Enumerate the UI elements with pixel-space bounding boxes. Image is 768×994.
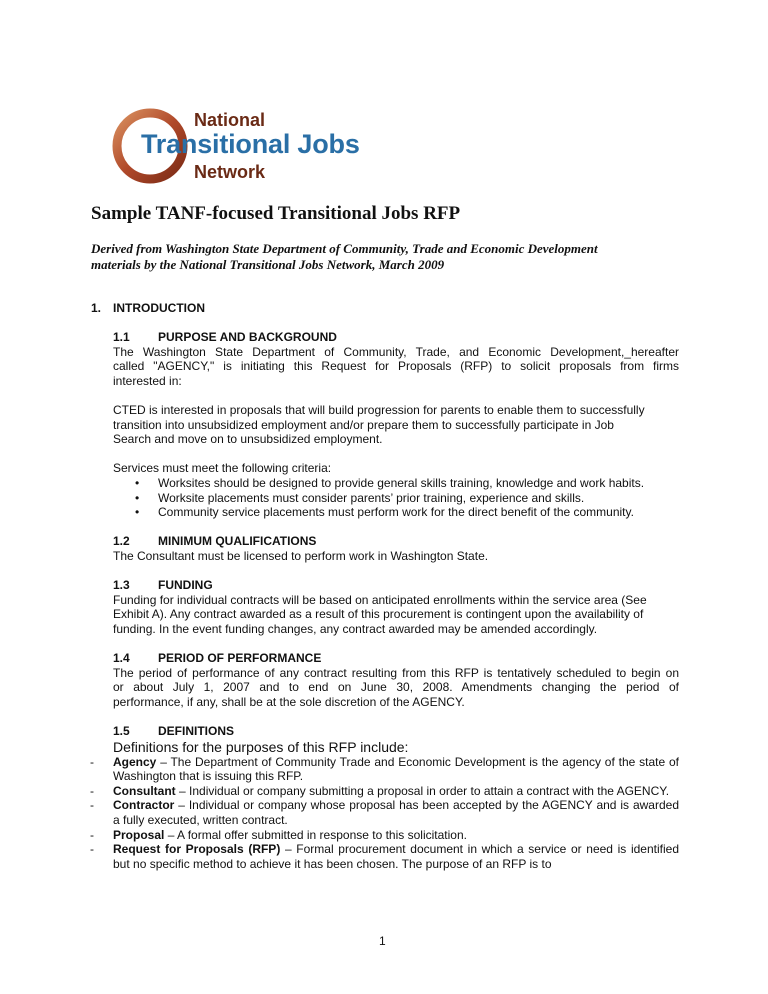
- text-line: performance, if any, shall be at the sole discretion of the AGENCY.: [113, 694, 465, 709]
- logo-text-transitional-jobs: Transitional Jobs: [141, 129, 360, 159]
- document-subtitle: [91, 241, 691, 273]
- definition-item: [90, 828, 679, 843]
- text-line: called "AGENCY," is initiating this Request for Proposals (RFP) to solicit proposals from firms: [113, 359, 679, 374]
- criteria-list: [113, 476, 679, 520]
- definition-term: Agency: [113, 754, 157, 769]
- subsection-heading-funding: [113, 578, 679, 593]
- section-label: INTRODUCTION: [113, 301, 205, 315]
- text-line: Search and move on to unsubsidized employment.: [113, 432, 383, 447]
- paragraph: The Consultant must be licensed to perform work in Washington State.: [113, 548, 489, 563]
- page-number: 1: [379, 934, 386, 948]
- subsection-heading-definitions: [113, 724, 679, 739]
- subsection-number: 1.3: [113, 578, 130, 593]
- logo-text-network: Network: [194, 162, 266, 182]
- text-line: Exhibit A). Any contract awarded as a result of this procurement is contingent upon the availability of: [113, 607, 644, 622]
- section-number: 1.: [91, 301, 102, 315]
- text-line: or about July 1, 2007 and to end on June 30, 2008. Amendments changing the period of: [113, 680, 679, 695]
- definition-text: – Individual or company submitting a proposal in order to attain a contract with the AGENCY.: [175, 783, 670, 798]
- definition-item: [90, 842, 679, 871]
- text-line: interested in:: [113, 373, 182, 388]
- text-line: The period of performance of any contract resulting from this RFP is tentatively scheduled to begin on: [113, 665, 679, 680]
- list-item: [113, 505, 679, 520]
- text-line: transition into unsubsidized employment and/or prepare them to successfully participate in Job: [113, 417, 614, 432]
- subsection-number: 1.1: [113, 330, 130, 344]
- section-heading-introduction: [91, 301, 205, 315]
- subsection-label: DEFINITIONS: [158, 724, 235, 739]
- definition-text: – The Department of Community Trade and Economic Development is the agency of the state of Washington that is issuing this RFP.: [113, 754, 679, 784]
- definitions-intro: Definitions for the purposes of this RFP include:: [113, 738, 409, 755]
- subsection-label: PERIOD OF PERFORMANCE: [158, 651, 322, 666]
- list-item-text: Worksite placements must consider parents’ prior training, experience and skills.: [158, 490, 585, 505]
- definition-item: [90, 784, 679, 799]
- text-line: funding. In the event funding changes, any contract awarded may be amended accordingly.: [113, 621, 598, 636]
- subsection-label: PURPOSE AND BACKGROUND: [158, 330, 337, 344]
- list-item: [113, 476, 679, 491]
- list-item-text: Worksites should be designed to provide general skills training, knowledge and work habits.: [158, 475, 645, 490]
- dash-icon: -: [90, 842, 94, 857]
- paragraph: [113, 666, 679, 710]
- list-item-text: Community service placements must perform work for the direct benefit of the community.: [158, 505, 634, 520]
- definition-text: – A formal offer submitted in response to this solicitation.: [164, 827, 467, 842]
- dash-icon: -: [90, 798, 94, 813]
- subtitle-line: materials by the National Transitional Jobs Network, March 2009: [91, 257, 445, 272]
- definition-text: – Individual or company whose proposal has been accepted by the AGENCY and is awarded a fully executed, written contract.: [113, 798, 679, 827]
- subsection-number: 1.4: [113, 651, 130, 666]
- definition-term: Consultant: [113, 783, 176, 798]
- bullet-icon: •: [135, 490, 140, 505]
- text-line: The Washington State Department of Community, Trade, and Economic Development,_hereafter: [113, 344, 679, 359]
- paragraph: Services must meet the following criteria:: [113, 461, 332, 476]
- dash-icon: -: [90, 827, 94, 842]
- paragraph: [113, 403, 679, 447]
- text-line: Funding for individual contracts will be based on anticipated enrollments within the service area (See: [113, 592, 647, 607]
- paragraph: [113, 345, 679, 389]
- subsection-heading-purpose: [113, 330, 679, 345]
- definition-term: Proposal: [113, 827, 165, 842]
- dash-icon: -: [90, 754, 94, 769]
- subsection-number: 1.5: [113, 724, 130, 739]
- bullet-icon: •: [135, 475, 140, 490]
- bullet-icon: •: [135, 505, 140, 520]
- list-item: [113, 491, 679, 506]
- document-body: [90, 330, 679, 871]
- subsection-heading-period: [113, 651, 679, 666]
- subsection-number: 1.2: [113, 534, 130, 549]
- definition-term: Request for Proposals (RFP): [113, 842, 281, 857]
- logo-text-national: National: [194, 110, 266, 130]
- document-title: Sample TANF-focused Transitional Jobs RFP: [91, 203, 461, 224]
- subsection-label: MINIMUM QUALIFICATIONS: [158, 534, 317, 549]
- definition-term: Contractor: [113, 798, 175, 813]
- definition-item: [90, 798, 679, 827]
- definition-text: – Formal procurement document in which a service or need is identified but no specific method to achieve it has been chosen. The purpose of an RFP is to: [113, 842, 679, 871]
- subsection-heading-qualifications: [113, 534, 679, 549]
- subsection-label: FUNDING: [158, 578, 213, 593]
- ntjn-logo: [110, 104, 410, 194]
- subtitle-line: Derived from Washington State Department of Community, Trade and Economic Development: [91, 241, 598, 256]
- dash-icon: -: [90, 783, 94, 798]
- definitions-list: [90, 754, 679, 872]
- definition-item: [90, 755, 679, 784]
- paragraph: [113, 593, 679, 637]
- text-line: CTED is interested in proposals that will build progression for parents to enable them to successfully: [113, 402, 645, 417]
